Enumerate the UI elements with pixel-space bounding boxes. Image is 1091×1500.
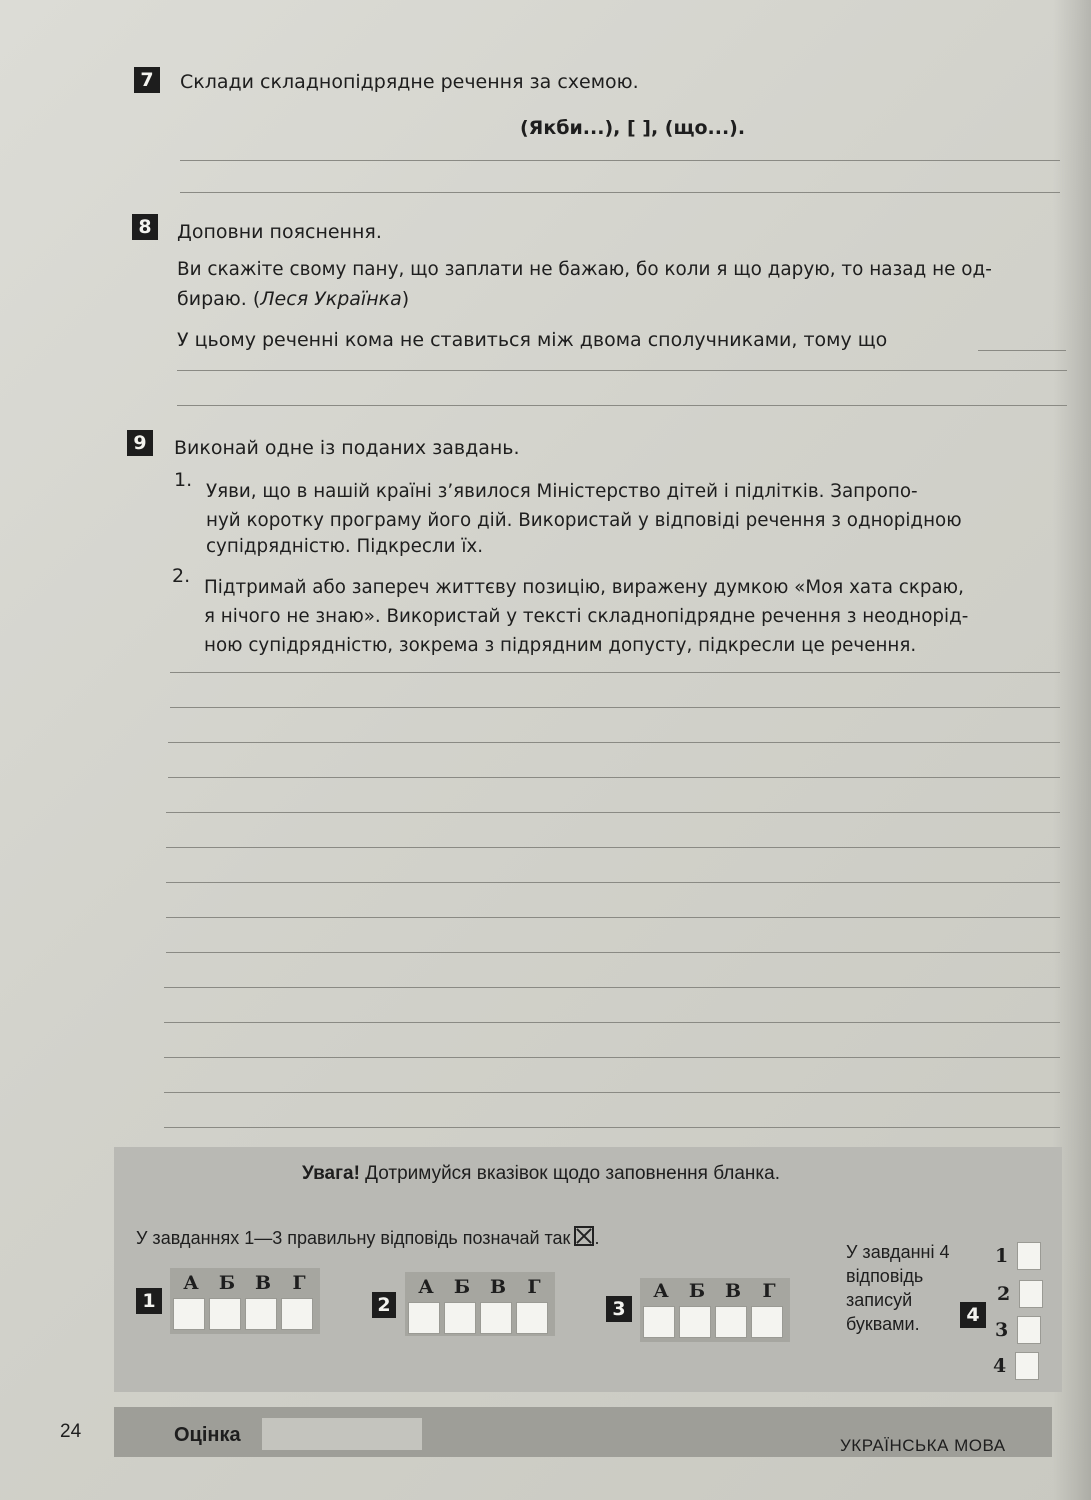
answer-cell[interactable]	[1015, 1352, 1039, 1380]
answer-grid-task-1	[173, 1272, 317, 1330]
option-2-line2: я нічого не знаю». Використай у тексті складнопідрядне речення з неоднорід-	[204, 606, 969, 627]
task-4-row-number: 2	[997, 1283, 1011, 1305]
instruction-period: .	[594, 1228, 600, 1248]
answer-line[interactable]	[166, 952, 1060, 953]
task-8-instruction: Доповни пояснення.	[177, 221, 382, 243]
answer-grid-task-3	[643, 1280, 787, 1338]
answer-line[interactable]	[168, 777, 1060, 778]
option-letter: Б	[453, 1276, 471, 1298]
answer-line[interactable]	[177, 370, 1067, 371]
answer-sheet-title	[302, 1163, 780, 1185]
task-4-row-number: 4	[993, 1355, 1007, 1377]
attention-text: Дотримуйся вказівок щодо заповнення бланка.	[359, 1163, 780, 1184]
quote-text: бираю. (	[177, 288, 261, 310]
task-4-text-line: У завданні 4	[846, 1242, 950, 1262]
task-7-number: 7	[134, 67, 160, 93]
answer-task-1-number: 1	[136, 1288, 162, 1314]
answer-line[interactable]	[180, 160, 1060, 161]
task-8-number: 8	[132, 214, 158, 240]
task-9-number: 9	[127, 430, 153, 456]
option-letter: Г	[527, 1276, 541, 1298]
answer-cell[interactable]	[1019, 1280, 1043, 1308]
option-2-line3: ною супідрядністю, зокрема з підрядним допусту, підкресли це речення.	[204, 635, 917, 656]
instruction-text: У завданнях 1—3 правильну відповідь позначай так	[136, 1228, 571, 1248]
option-1-number: 1.	[174, 469, 193, 491]
answer-cell[interactable]	[679, 1306, 711, 1338]
answer-line[interactable]	[164, 1127, 1060, 1128]
task-4-row	[997, 1280, 1043, 1308]
answer-line[interactable]	[166, 847, 1060, 848]
quote-close: )	[401, 288, 410, 310]
answer-cell[interactable]	[444, 1302, 476, 1334]
answer-cell[interactable]	[480, 1302, 512, 1334]
answer-cell[interactable]	[408, 1302, 440, 1334]
answer-line[interactable]	[166, 812, 1060, 813]
quote-author: Леся Українка	[260, 288, 402, 310]
answer-line[interactable]	[164, 1057, 1060, 1058]
answer-cell[interactable]	[1017, 1242, 1041, 1270]
answer-cell[interactable]	[1017, 1316, 1041, 1344]
grade-label: Оцінка	[174, 1424, 241, 1446]
option-1-line1: Уяви, що в нашій країні з’явилося Міністерство дітей і підлітків. Запропо-	[206, 481, 918, 502]
task-4-text-line: відповідь	[846, 1266, 924, 1286]
task-4-text-line: буквами.	[846, 1314, 920, 1334]
option-1-line3: супідрядністю. Підкресли їх.	[206, 536, 484, 557]
answer-cell[interactable]	[173, 1298, 205, 1330]
task-7-instruction: Склади складнопідрядне речення за схемою.	[180, 71, 639, 93]
checked-box-icon	[574, 1226, 594, 1246]
task-8-prompt: У цьому реченні кома не ставиться між двома сполучниками, тому що	[177, 329, 888, 351]
answer-line[interactable]	[978, 350, 1066, 351]
answer-task-4-number: 4	[960, 1302, 986, 1328]
option-letter: А	[653, 1280, 669, 1302]
task-4-text-line: записуй	[846, 1290, 913, 1310]
answer-cell[interactable]	[209, 1298, 241, 1330]
answer-cell[interactable]	[516, 1302, 548, 1334]
grade-field[interactable]	[262, 1418, 422, 1450]
task-4-row-number: 3	[995, 1319, 1009, 1341]
subject-label: УКРАЇНСЬКА МОВА	[840, 1436, 1006, 1455]
answer-line[interactable]	[164, 987, 1060, 988]
answer-line[interactable]	[164, 1092, 1060, 1093]
answer-cell[interactable]	[281, 1298, 313, 1330]
option-letter: Г	[762, 1280, 776, 1302]
attention-label: Увага!	[302, 1163, 360, 1184]
answer-instruction	[136, 1226, 599, 1249]
answer-cell[interactable]	[751, 1306, 783, 1338]
option-letter: В	[724, 1280, 742, 1302]
option-letter: Б	[218, 1272, 236, 1294]
answer-task-2-number: 2	[372, 1292, 396, 1318]
answer-line[interactable]	[166, 882, 1060, 883]
answer-line[interactable]	[168, 742, 1060, 743]
task-4-row	[993, 1352, 1039, 1380]
option-1-line2: нуй коротку програму його дій. Використай у відповіді речення з однорідною	[206, 510, 962, 531]
task-4-row	[995, 1316, 1041, 1344]
option-2-line1: Підтримай або запереч життєву позицію, виражену думкою «Моя хата скраю,	[204, 577, 964, 598]
option-letter: А	[418, 1276, 434, 1298]
answer-line[interactable]	[164, 1022, 1060, 1023]
answer-cell[interactable]	[245, 1298, 277, 1330]
answer-line[interactable]	[166, 917, 1060, 918]
answer-line[interactable]	[180, 192, 1060, 193]
page-number: 24	[60, 1421, 82, 1442]
option-letter: Г	[292, 1272, 306, 1294]
option-2-number: 2.	[172, 565, 191, 587]
answer-line[interactable]	[177, 405, 1067, 406]
option-letter: Б	[688, 1280, 706, 1302]
task-8-quote-line2	[177, 285, 409, 313]
answer-line[interactable]	[170, 672, 1060, 673]
answer-task-3-number: 3	[606, 1296, 632, 1322]
task-4-instruction	[846, 1240, 949, 1336]
option-letter: А	[183, 1272, 199, 1294]
task-4-row-number: 1	[995, 1245, 1009, 1267]
task-8-quote-line1: Ви скажіте свому пану, що заплати не бажаю, бо коли я що дарую, то назад не од-	[177, 259, 992, 280]
task-9-instruction: Виконай одне із поданих завдань.	[174, 437, 520, 459]
answer-cell[interactable]	[643, 1306, 675, 1338]
task-7-scheme: (Якби...), [ ], (що...).	[520, 117, 746, 139]
answer-grid-task-2	[408, 1276, 552, 1334]
answer-cell[interactable]	[715, 1306, 747, 1338]
answer-line[interactable]	[170, 707, 1060, 708]
option-letter: В	[489, 1276, 507, 1298]
option-letter: В	[254, 1272, 272, 1294]
task-4-row	[995, 1242, 1041, 1270]
